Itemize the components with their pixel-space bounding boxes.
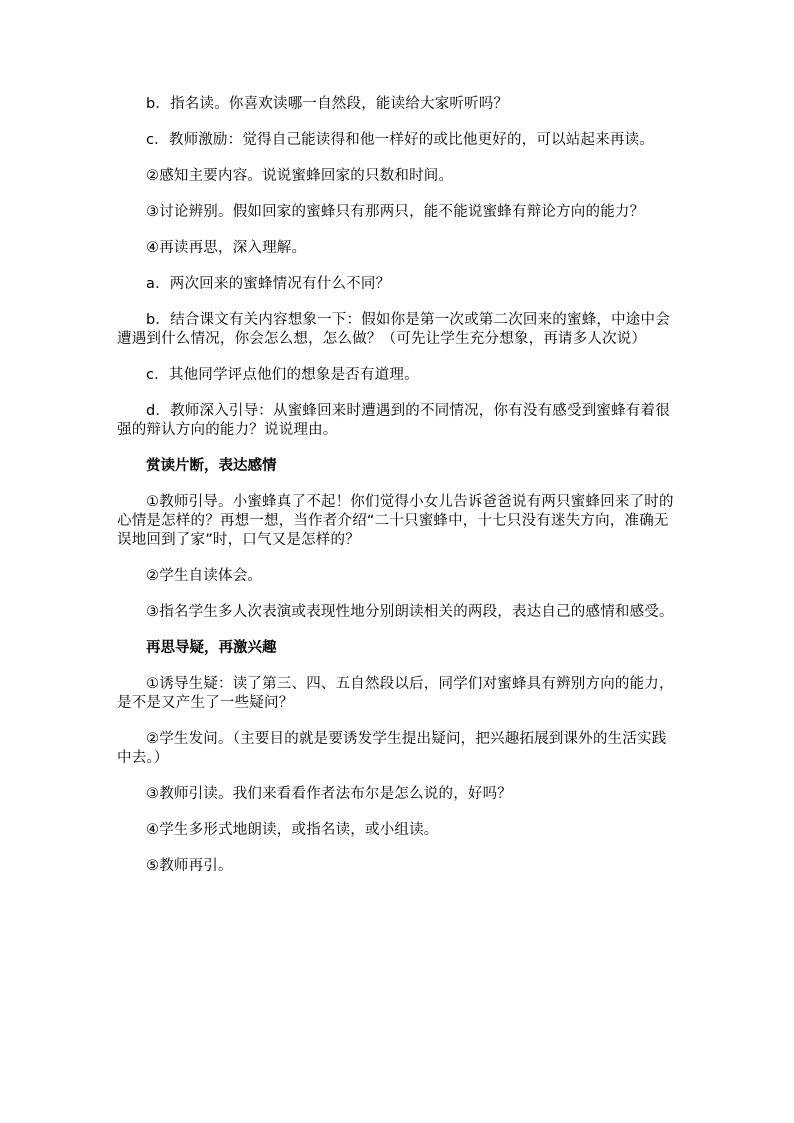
section-heading-shangdu: 赏读片断，表达感情 [146, 458, 277, 474]
paragraph-4-zaidu: ④再读再思，深入理解。 [146, 240, 307, 256]
paragraph-c-pingdian: c．其他同学评点他们的想象是否有道理。 [146, 367, 419, 383]
paragraph-3-yindu: ③教师引读。我们来看看作者法布尔是怎么说的，好吗？ [146, 786, 512, 802]
paragraph-1-youdao: ①诱导生疑：读了第三、四、五自然段以后，同学们对蜜蜂具有辨别方向的能力，是不是又产生了一些疑问？ [117, 676, 674, 711]
paragraph-5-zaiyin: ⑤教师再引。 [146, 858, 233, 874]
paragraph-c-jiaoshi-jili: c．教师激励：觉得自己能读得和他一样好的或比他更好的，可以站起来再读。 [146, 132, 654, 148]
section-heading-zaisi: 再思导疑，再激兴趣 [146, 640, 277, 656]
paragraph-b-jiehe: b．结合课文有关内容想象一下：假如你是第一次或第二次回来的蜜蜂，中途中会遭遇到什么情况，你会怎么想，怎么做？（可先让学生充分想象，再请多人次说） [117, 312, 670, 347]
paragraph-a-liangci: a．两次回来的蜜蜂情况有什么不同？ [146, 276, 391, 292]
paragraph-2-zidu: ②学生自读体会。 [146, 568, 263, 584]
paragraph-2-fawen: ②学生发问。（主要目的就是要诱发学生提出疑问，把兴趣拓展到课外的生活实践中去。） [117, 731, 667, 766]
paragraph-b-zhiming-du: b．指名读。你喜欢读哪一自然段，能读给大家听听吗？ [146, 96, 509, 112]
paragraph-3-biaoyan: ③指名学生多人次表演或表现性地分别朗读相关的两段，表达自己的感情和感受。 [146, 604, 674, 620]
document-page [117, 95, 677, 893]
paragraph-1-yindao: ①教师引导。小蜜蜂真了不起！你们觉得小女儿告诉爸爸说有两只蜜蜂回来了时的心情是怎样的？再想一想，当作者介绍“二十只蜜蜂中，十七只没有迷失方向，准确无误地回到了家”时，口气又是怎样的？ [117, 494, 674, 548]
paragraph-3-taolun: ③讨论辨别。假如回家的蜜蜂只有那两只，能不能说蜜蜂有辩论方向的能力？ [146, 204, 645, 220]
paragraph-4-langdu: ④学生多形式地朗读，或指名读，或小组读。 [146, 822, 439, 838]
paragraph-d-yindao: d．教师深入引导：从蜜蜂回来时遭遇到的不同情况，你有没有感受到蜜蜂有着很强的辩认方向的能力？说说理由。 [117, 403, 670, 438]
paragraph-2-ganzhi: ②感知主要内容。说说蜜蜂回家的只数和时间。 [146, 168, 454, 184]
